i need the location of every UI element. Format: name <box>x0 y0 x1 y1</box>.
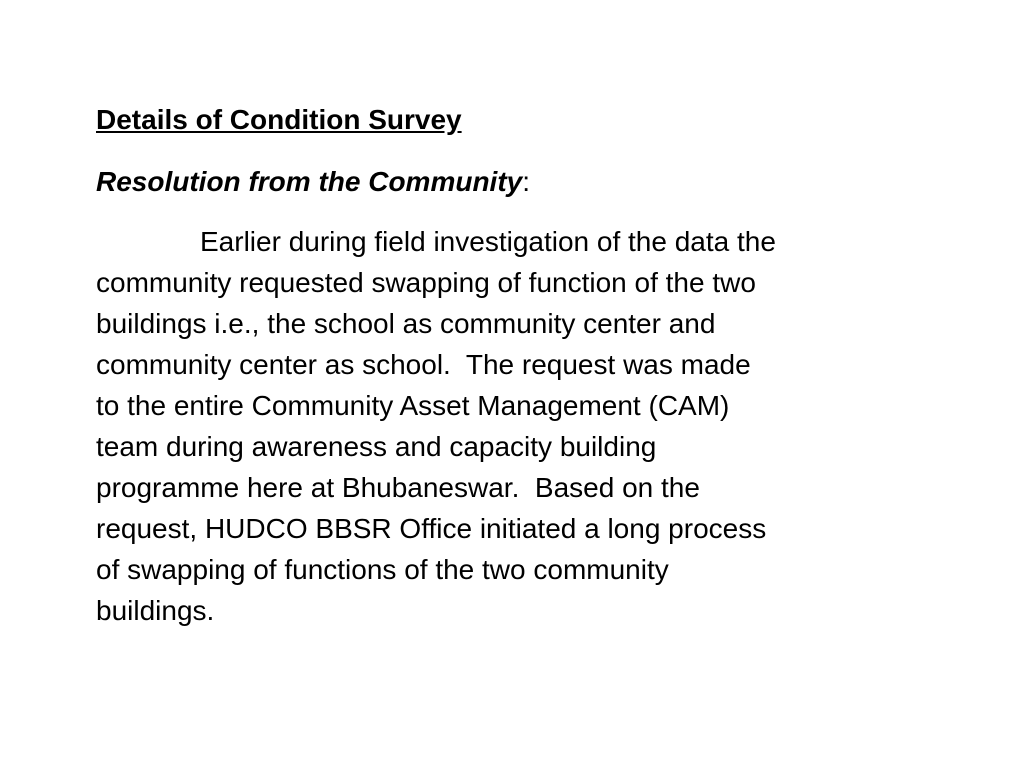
subheading-suffix: : <box>522 166 531 197</box>
paragraph-line: to the entire Community Asset Management (CAM) <box>96 390 730 421</box>
paragraph-line: team during awareness and capacity building <box>96 431 657 462</box>
paragraph-line: community center as school. The request was made <box>96 349 751 380</box>
paragraph-line: programme here at Bhubaneswar. Based on the <box>96 472 700 503</box>
paragraph-line: community requested swapping of function of the two <box>96 267 756 298</box>
paragraph-line: of swapping of functions of the two community <box>96 554 669 585</box>
subheading-title: Resolution from the Community <box>96 166 523 197</box>
document-heading: Details of Condition Survey <box>96 104 462 135</box>
document-subheading <box>96 162 926 202</box>
paragraph-line: request, HUDCO BBSR Office initiated a long process <box>96 513 767 544</box>
body-paragraph <box>96 221 926 631</box>
paragraph-line: Earlier during field investigation of the data the <box>200 226 776 257</box>
paragraph-line: buildings i.e., the school as community center and <box>96 308 716 339</box>
paragraph-line: buildings. <box>96 595 215 626</box>
document-slide <box>96 100 926 631</box>
